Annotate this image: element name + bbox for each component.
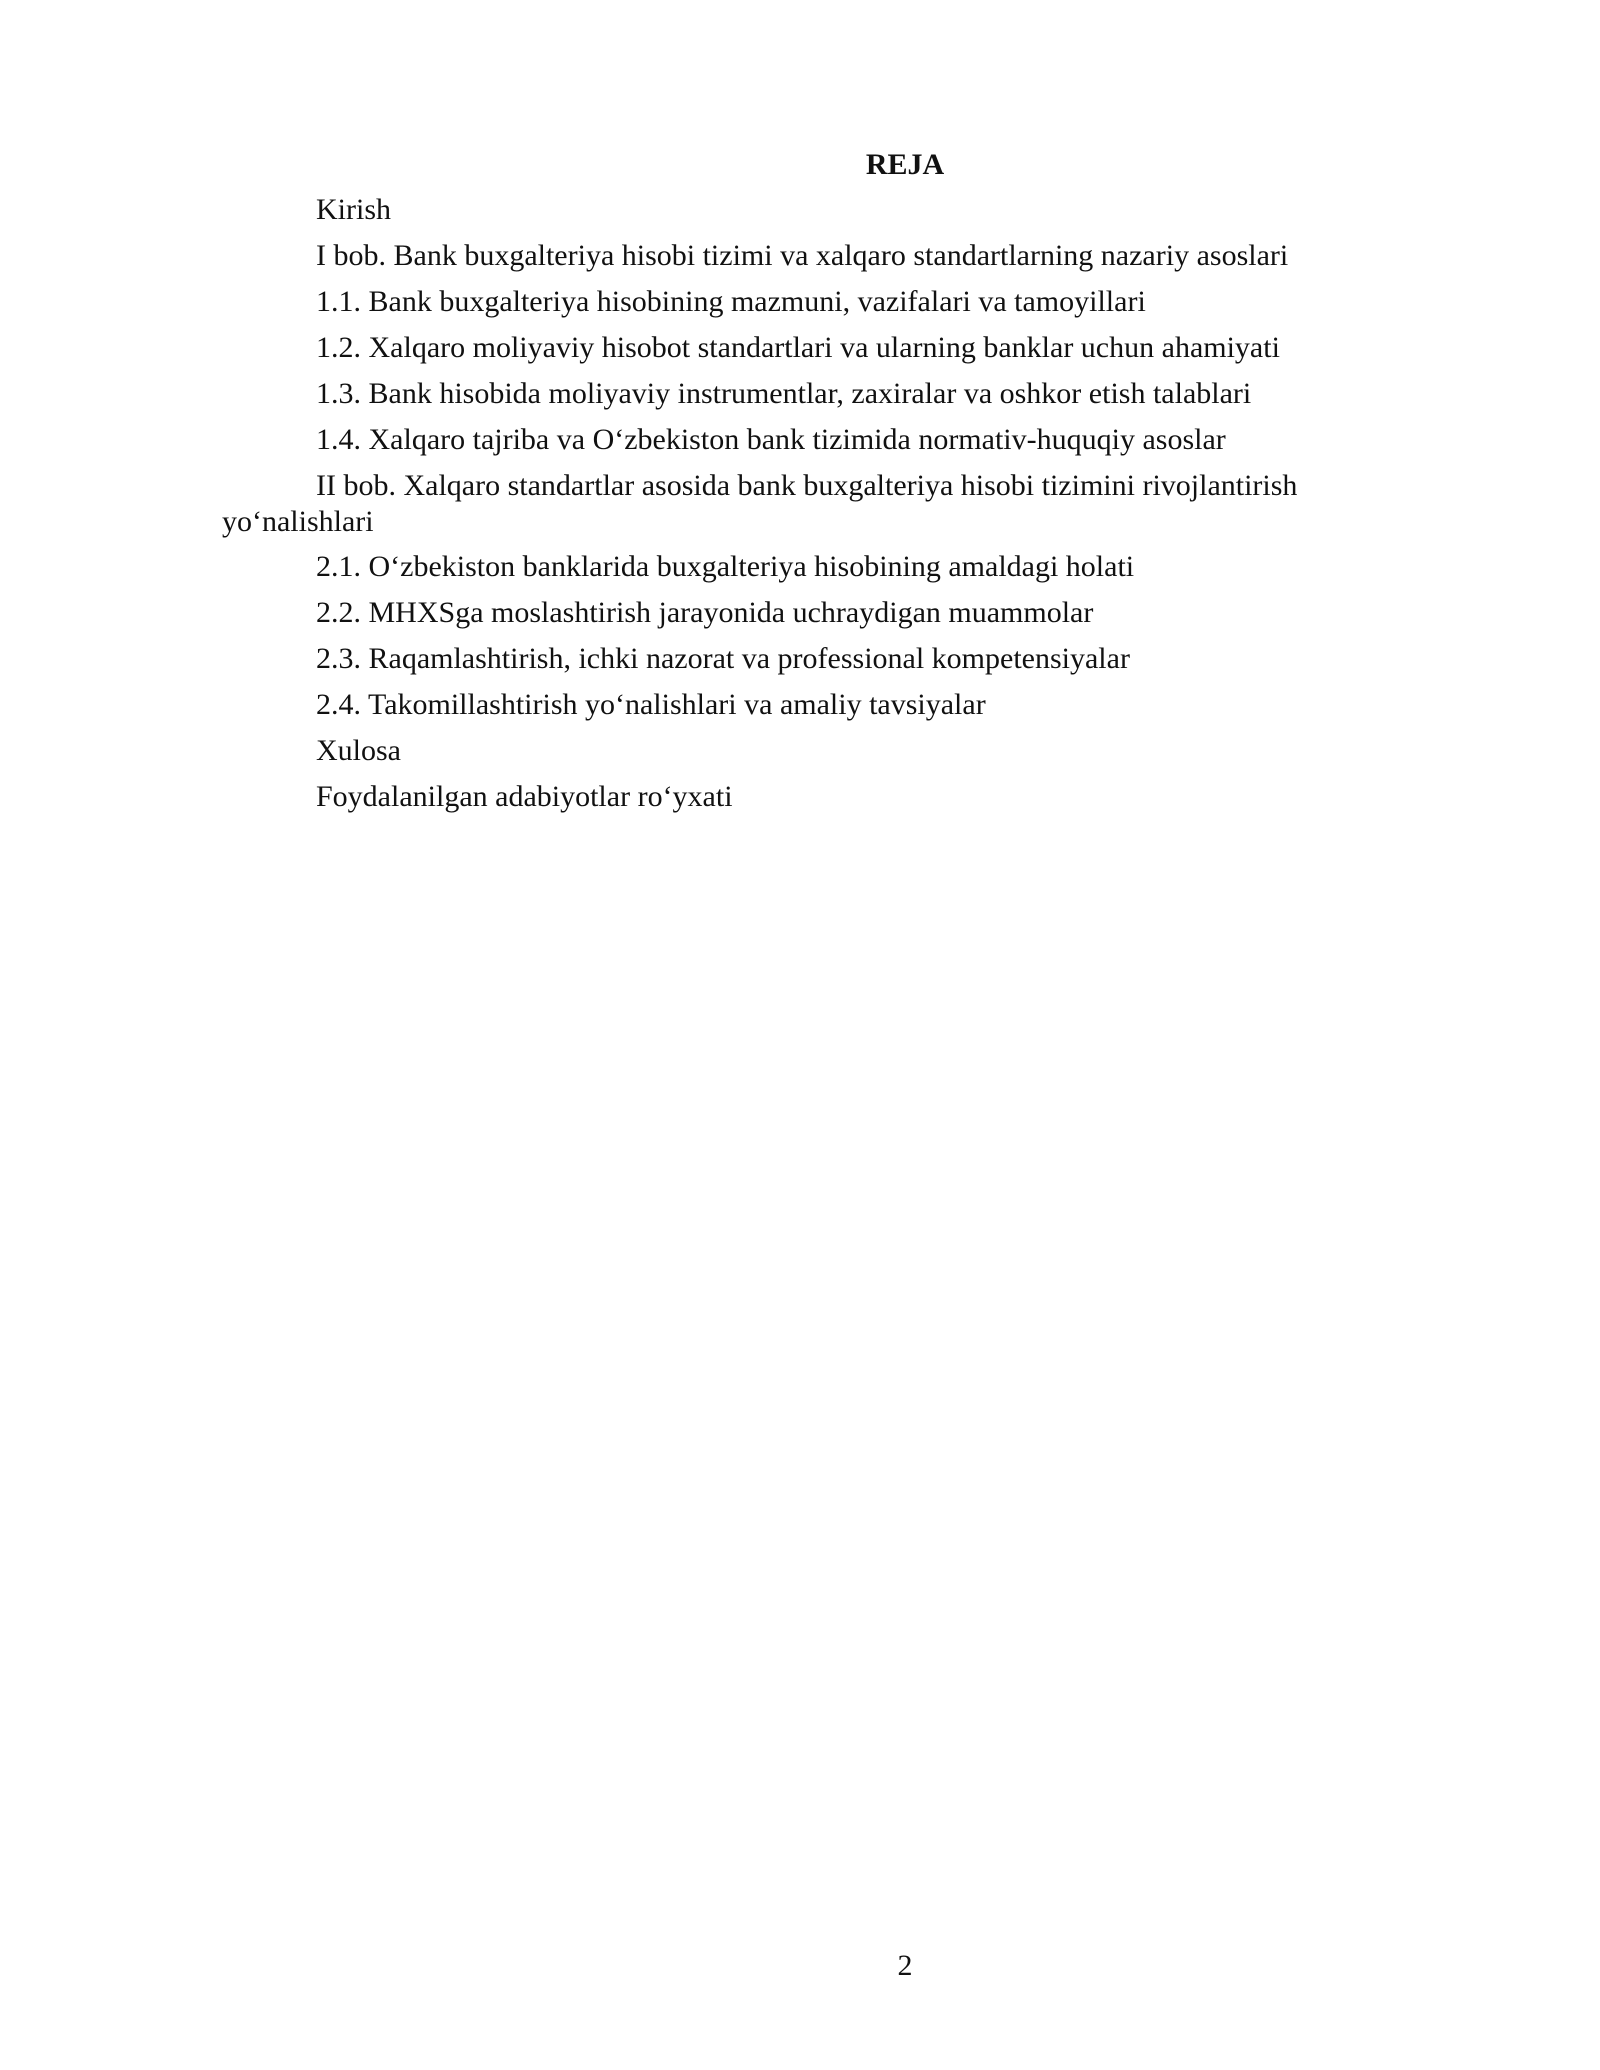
toc-item-references: Foydalanilgan adabiyotlar ro‘yxati: [316, 780, 733, 813]
toc-item-introduction: Kirish: [316, 193, 391, 226]
toc-item-chapter-2: II bob. Xalqaro standartlar asosida bank buxgalteriya hisobi tizimini rivojlantirish yo‘nalishlari: [222, 469, 1298, 538]
table-of-contents: [222, 192, 1352, 825]
page-number: 2: [897, 1949, 913, 1982]
toc-item-chapter-1: I bob. Bank buxgalteriya hisobi tizimi va xalqaro standartlarning nazariy asoslari: [316, 239, 1289, 272]
toc-item-section-1-1: 1.1. Bank buxgalteriya hisobining mazmuni, vazifalari va tamoyillari: [316, 285, 1146, 318]
toc-item-section-1-2: 1.2. Xalqaro moliyaviy hisobot standartlari va ularning banklar uchun ahamiyati: [316, 331, 1280, 364]
toc-item-section-2-3: 2.3. Raqamlashtirish, ichki nazorat va professional kompetensiyalar: [316, 642, 1130, 675]
toc-item-conclusion: Xulosa: [316, 734, 401, 767]
toc-item-section-1-3: 1.3. Bank hisobida moliyaviy instrumentlar, zaxiralar va oshkor etish talablari: [316, 377, 1252, 410]
toc-item-section-1-4: 1.4. Xalqaro tajriba va O‘zbekiston bank tizimida normativ-huquqiy asoslar: [316, 423, 1226, 456]
toc-item-section-2-4: 2.4. Takomillashtirish yo‘nalishlari va amaliy tavsiyalar: [316, 688, 986, 721]
page-title: REJA: [865, 148, 945, 181]
toc-item-section-2-2: 2.2. MHXSga moslashtirish jarayonida uchraydigan muammolar: [316, 596, 1094, 629]
toc-item-section-2-1: 2.1. O‘zbekiston banklarida buxgalteriya hisobining amaldagi holati: [316, 550, 1135, 583]
